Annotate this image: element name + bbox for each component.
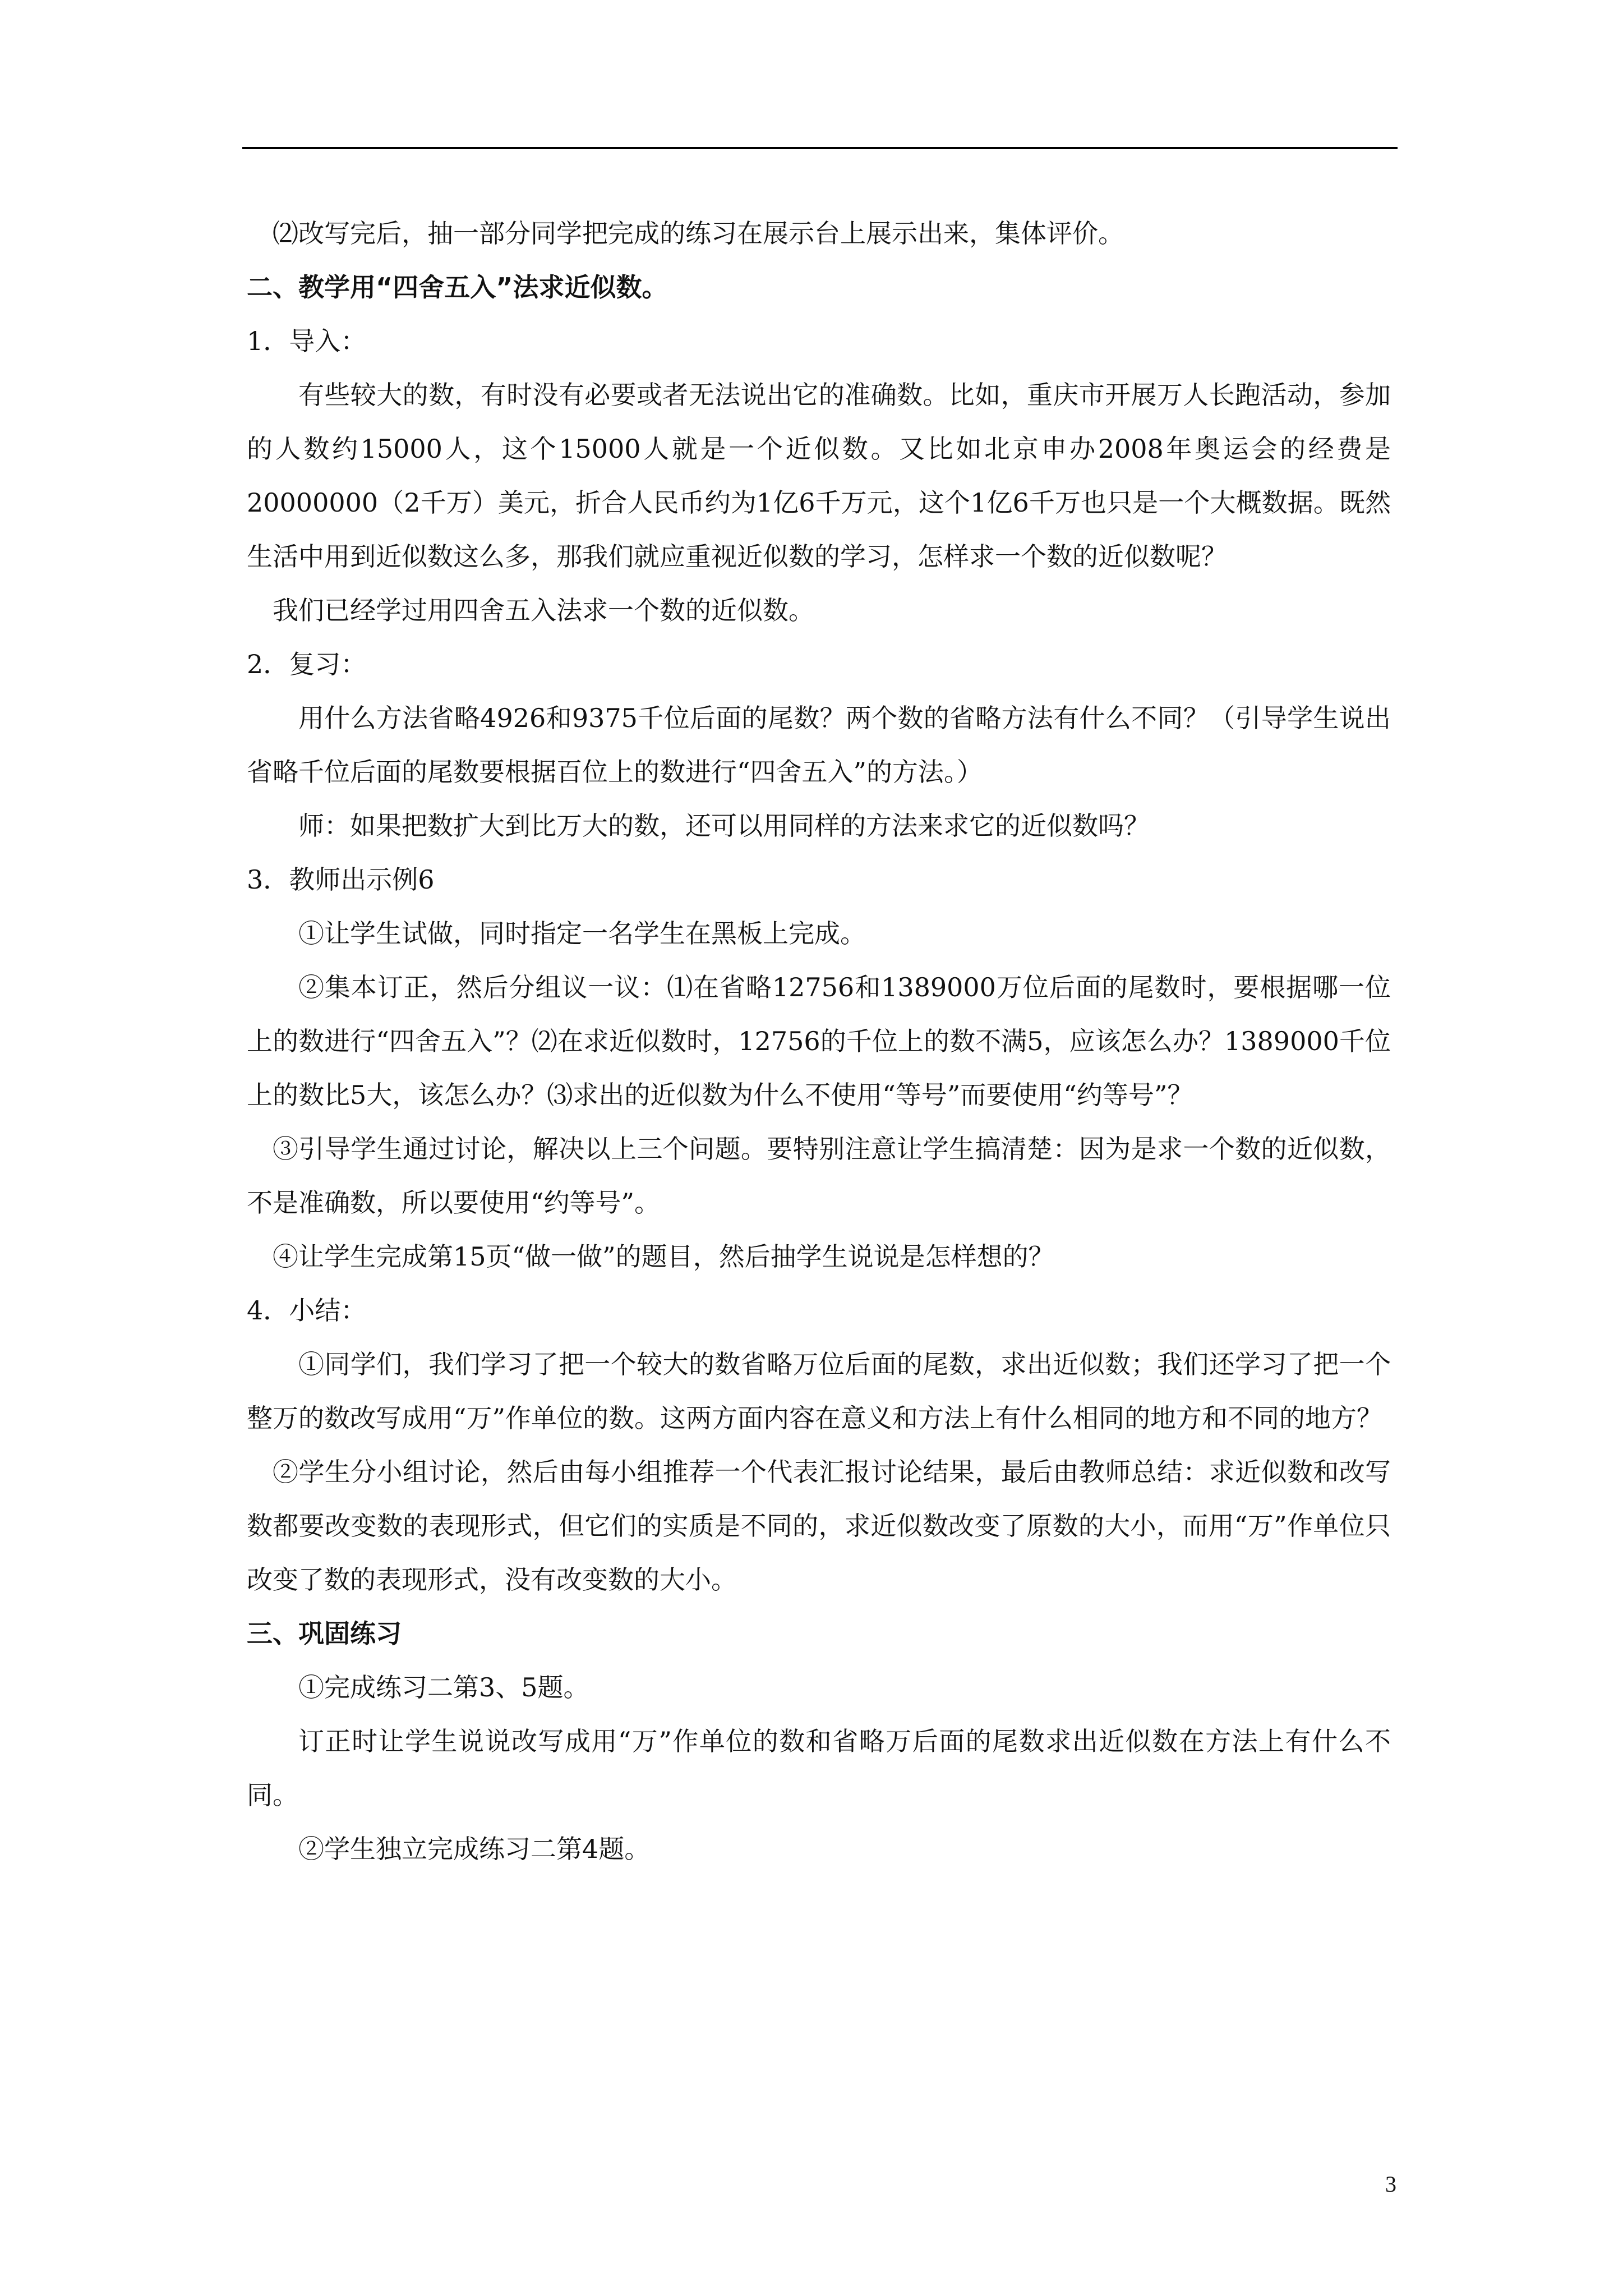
subheading-example: 3．教师出示例6 <box>247 864 435 895</box>
paragraph-learned-rounding: 我们已经学过用四舍五入法求一个数的近似数。 <box>273 595 814 625</box>
subheading-introduction: 1．导入： <box>247 326 367 356</box>
section-heading-practice: 三、巩固练习 <box>247 1618 402 1649</box>
paragraph-summary-1: ①同学们，我们学习了把一个较大的数省略万位后面的尾数，求出近似数；我们还学习了把一个整万的数改写成用“万”作单位的数。这两方面内容在意义和方法上有什么相同的地方和不同的地方？ <box>247 1349 1391 1433</box>
paragraph-example-step-4: ④让学生完成第15页“做一做”的题目，然后抽学生说说是怎样想的？ <box>273 1241 1054 1272</box>
paragraph-example-step-1: ①让学生试做，同时指定一名学生在黑板上完成。 <box>298 918 866 949</box>
paragraph-practice-correction: 订正时让学生说说改写成用“万”作单位的数和省略万后面的尾数求出近似数在方法上有什么不同。 <box>247 1726 1391 1810</box>
subheading-review: 2．复习： <box>247 649 367 679</box>
subheading-summary: 4．小结： <box>247 1295 367 1326</box>
paragraph-review-question: 用什么方法省略4926和9375千位后面的尾数？两个数的省略方法有什么不同？（引导学生说出省略千位后面的尾数要根据百位上的数进行“四舍五入”的方法。） <box>247 703 1391 787</box>
section-heading-rounding: 二、教学用“四舍五入”法求近似数。 <box>247 272 668 302</box>
paragraph-example-step-3: ③引导学生通过讨论，解决以上三个问题。要特别注意让学生搞清楚：因为是求一个数的近似数，不是准确数，所以要使用“约等号”。 <box>247 1134 1391 1218</box>
paragraph-summary-2: ②学生分小组讨论，然后由每小组推荐一个代表汇报讨论结果，最后由教师总结：求近似数和改写数都要改变数的表现形式，但它们的实质是不同的，求近似数改变了原数的大小，而用“万”作单位只改变了数的表现形式，没有改变数的大小。 <box>247 1457 1391 1595</box>
paragraph-rewrite-display: ⑵改写完后，抽一部分同学把完成的练习在展示台上展示出来，集体评价。 <box>273 218 1124 249</box>
paragraph-introduction: 有些较大的数，有时没有必要或者无法说出它的准确数。比如，重庆市开展万人长跑活动，参加的人数约15000人，这个15000人就是一个近似数。又比如北京申办2008年奥运会的经费是20000000（2千万）美元，折合人民币约为1亿6千万元，这个1亿6千万也只是一个大概数据。既然生活中用到近似数这么多，那我们就应重视近似数的学习，怎样求一个数的近似数呢？ <box>247 380 1391 572</box>
paragraph-practice-1: ①完成练习二第3、5题。 <box>298 1672 589 1703</box>
header-rule <box>242 147 1398 149</box>
paragraph-practice-2: ②学生独立完成练习二第4题。 <box>298 1834 651 1864</box>
document-body <box>247 206 1391 1876</box>
paragraph-example-step-2: ②集本订正，然后分组议一议：⑴在省略12756和1389000万位后面的尾数时，要根据哪一位上的数进行“四舍五入”？⑵在求近似数时，12756的千位上的数不满5，应该怎么办？1389000千位上的数比5大，该怎么办？⑶求出的近似数为什么不使用“等号”而要使用“约等号”？ <box>247 972 1391 1110</box>
paragraph-teacher-question: 师：如果把数扩大到比万大的数，还可以用同样的方法来求它的近似数吗？ <box>298 811 1150 841</box>
page-number: 3 <box>1385 2171 1396 2197</box>
